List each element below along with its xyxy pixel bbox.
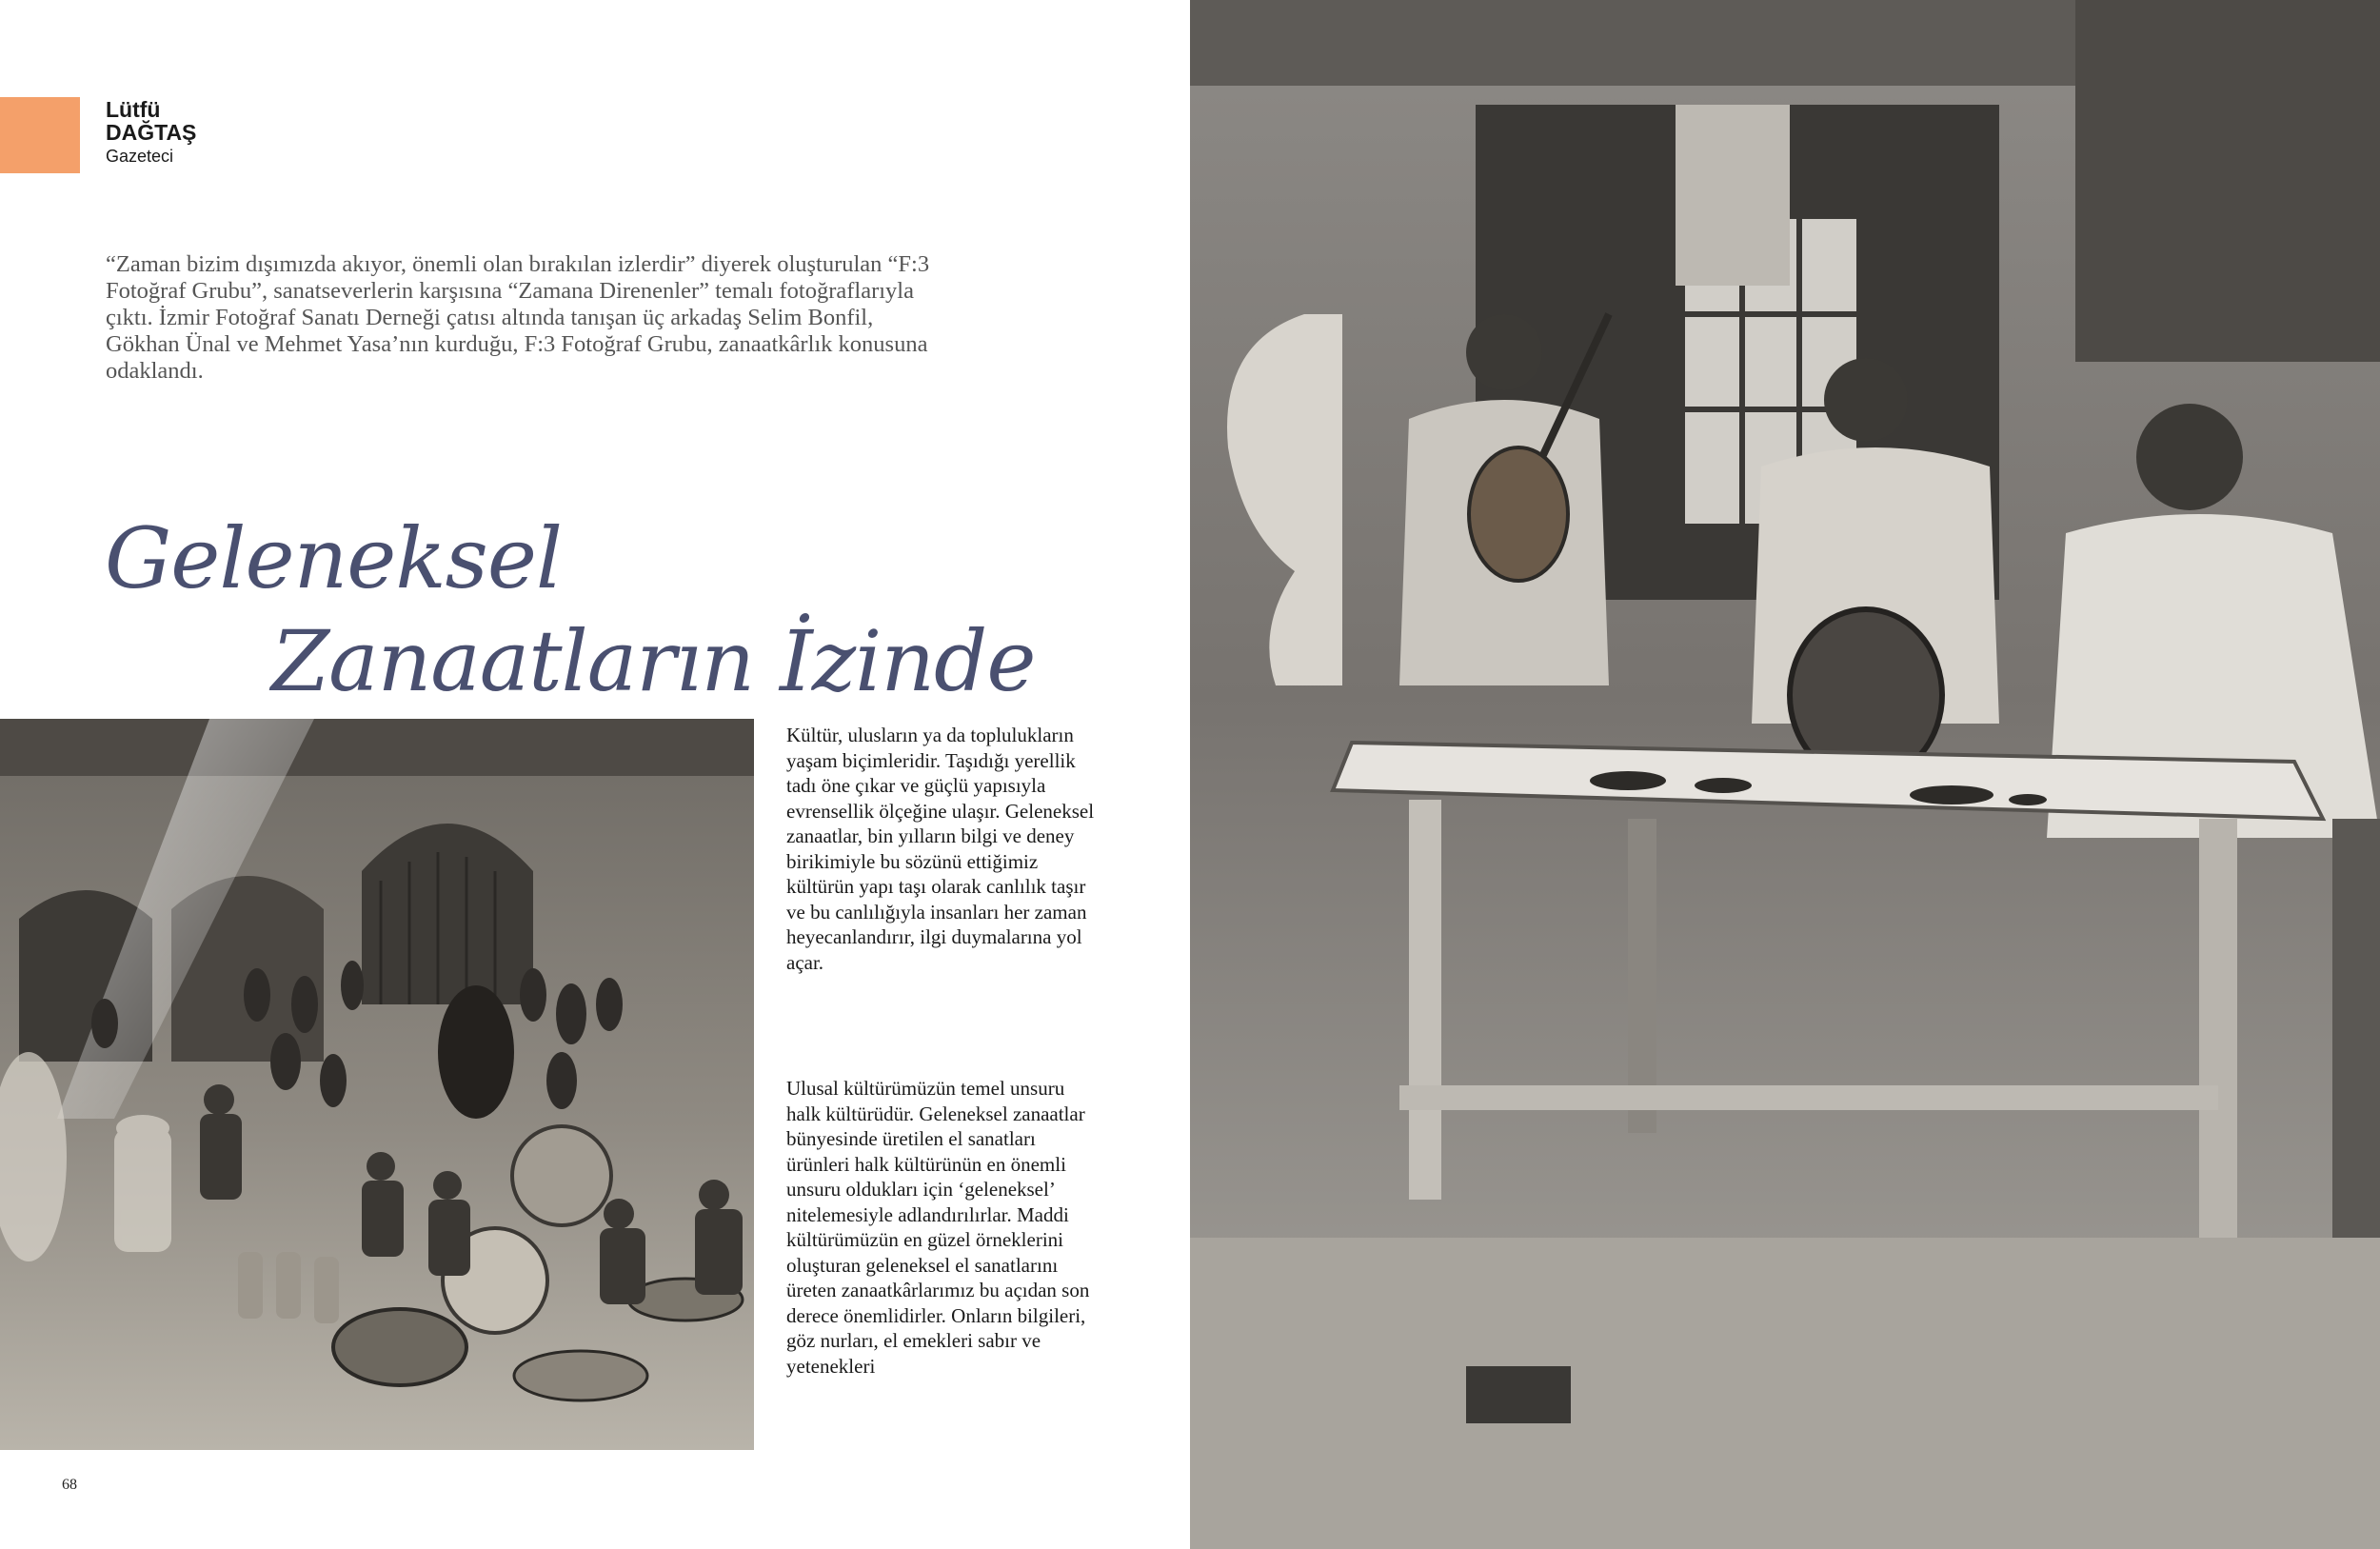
body-paragraph-2: Ulusal kültürümüzün temel unsuru halk kültürüdür. Geleneksel zanaatlar bünyesinde üretilen el sanatları ürünleri halk kültürünün en önemli unsuru oldukları için ‘geleneksel’ nitelemesiyle adlandırılırlar. Maddi kültürümüzün en güzel örneklerini oluşturan geleneksel el sanatlarını üreten zanaatkârlarımız bu açıdan son derece önemlidirler. Onların bilgileri, göz nurları, el emekleri sabır ve yetenekleri: [786, 1077, 1090, 1378]
author-role: Gazeteci: [106, 147, 174, 166]
author-block: [106, 98, 196, 167]
author-first-name: Lütfü: [106, 97, 161, 122]
lead-paragraph: “Zaman bizim dışımızda akıyor, önemli olan bırakılan izlerdir” diyerek oluşturulan “F:3 Fotoğraf Grubu”, sanatseverlerin karşısına “Zamana Direnenler” temalı fotoğraflarıyla çıktı. İzmir Fotoğraf Sanatı Derneği çatısı altında tanışan üç arkadaş Selim Bonfil, Gökhan Ünal ve Mehmet Yasa’nın kurduğu, F:3 Fotoğraf Grubu, zanaatkârlık konusuna odaklandı.: [106, 251, 930, 384]
article-title-line-1: Geleneksel: [105, 508, 563, 607]
workshop-photo: [1190, 0, 2380, 1549]
article-title-line-2: Zanaatların İzinde: [271, 611, 1036, 710]
body-paragraph-1: Kültür, ulusların ya da toplulukların yaşam biçimleridir. Taşıdığı yerellik tadı öne çıkar ve güçlü yapısıyla evrensellik ölçeğine ulaşır. Geleneksel zanaatlar, bin yılların bilgi ve deney birikimiyle bu sözünü ettiğimiz kültürün yapı taşı olarak canlılık taşır ve bu canlılığıyla insanları her zaman heyecanlandırır, ilgi duymalarına yol açar.: [786, 724, 1095, 974]
bazaar-photo: [0, 719, 754, 1450]
author-last-name: DAĞTAŞ: [106, 120, 197, 145]
page-number: 68: [62, 1477, 77, 1493]
accent-block: [0, 97, 80, 173]
